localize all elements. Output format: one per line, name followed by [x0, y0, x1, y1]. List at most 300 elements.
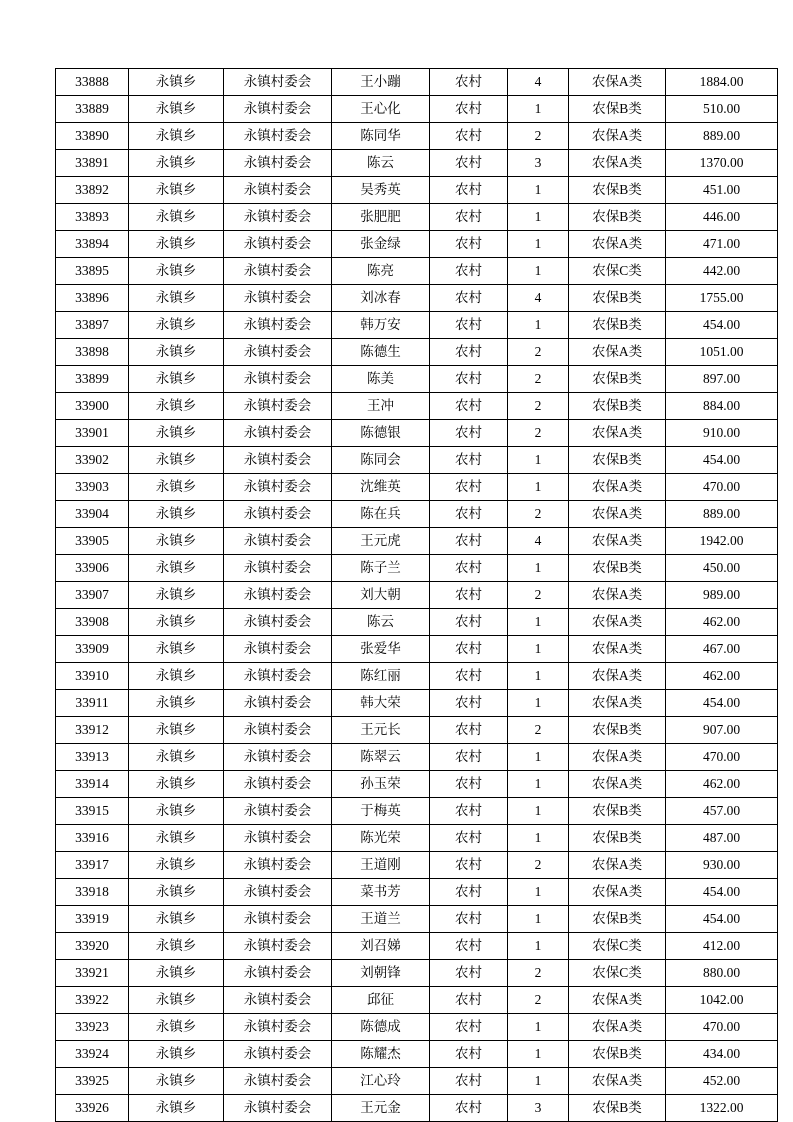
cell-name: 于梅英 — [332, 798, 430, 825]
cell-count: 3 — [508, 150, 569, 177]
cell-household-type: 农村 — [430, 528, 508, 555]
cell-amount: 889.00 — [666, 123, 778, 150]
cell-town: 永镇乡 — [129, 393, 224, 420]
cell-id: 33924 — [56, 1041, 129, 1068]
cell-amount: 1042.00 — [666, 987, 778, 1014]
cell-household-type: 农村 — [430, 1095, 508, 1122]
cell-village: 永镇村委会 — [224, 258, 332, 285]
cell-town: 永镇乡 — [129, 960, 224, 987]
cell-count: 1 — [508, 1068, 569, 1095]
cell-id: 33904 — [56, 501, 129, 528]
cell-category: 农保A类 — [569, 1014, 666, 1041]
cell-category: 农保B类 — [569, 96, 666, 123]
cell-id: 33912 — [56, 717, 129, 744]
cell-count: 1 — [508, 204, 569, 231]
table-row — [56, 960, 778, 987]
cell-id: 33893 — [56, 204, 129, 231]
cell-town: 永镇乡 — [129, 582, 224, 609]
table-row — [56, 1014, 778, 1041]
cell-count: 1 — [508, 555, 569, 582]
table-row — [56, 582, 778, 609]
cell-household-type: 农村 — [430, 798, 508, 825]
cell-count: 1 — [508, 231, 569, 258]
cell-id: 33917 — [56, 852, 129, 879]
cell-count: 2 — [508, 501, 569, 528]
cell-name: 孙玉荣 — [332, 771, 430, 798]
table-row — [56, 987, 778, 1014]
cell-town: 永镇乡 — [129, 312, 224, 339]
cell-name: 王心化 — [332, 96, 430, 123]
cell-village: 永镇村委会 — [224, 771, 332, 798]
cell-household-type: 农村 — [430, 1041, 508, 1068]
cell-id: 33891 — [56, 150, 129, 177]
cell-household-type: 农村 — [430, 744, 508, 771]
table-body — [56, 69, 778, 1122]
cell-amount: 446.00 — [666, 204, 778, 231]
cell-name: 陈德银 — [332, 420, 430, 447]
cell-category: 农保A类 — [569, 69, 666, 96]
cell-category: 农保B类 — [569, 393, 666, 420]
cell-name: 张肥肥 — [332, 204, 430, 231]
table-row — [56, 717, 778, 744]
cell-id: 33896 — [56, 285, 129, 312]
cell-village: 永镇村委会 — [224, 339, 332, 366]
cell-category: 农保B类 — [569, 825, 666, 852]
cell-household-type: 农村 — [430, 285, 508, 312]
cell-household-type: 农村 — [430, 825, 508, 852]
cell-id: 33908 — [56, 609, 129, 636]
cell-village: 永镇村委会 — [224, 420, 332, 447]
cell-category: 农保A类 — [569, 528, 666, 555]
cell-name: 刘冰春 — [332, 285, 430, 312]
cell-village: 永镇村委会 — [224, 744, 332, 771]
cell-amount: 487.00 — [666, 825, 778, 852]
cell-village: 永镇村委会 — [224, 852, 332, 879]
cell-id: 33914 — [56, 771, 129, 798]
cell-name: 陈光荣 — [332, 825, 430, 852]
table-row — [56, 69, 778, 96]
cell-count: 1 — [508, 798, 569, 825]
cell-amount: 434.00 — [666, 1041, 778, 1068]
cell-amount: 454.00 — [666, 879, 778, 906]
cell-household-type: 农村 — [430, 1014, 508, 1041]
cell-category: 农保A类 — [569, 339, 666, 366]
cell-amount: 897.00 — [666, 366, 778, 393]
cell-id: 33920 — [56, 933, 129, 960]
cell-amount: 907.00 — [666, 717, 778, 744]
cell-category: 农保A类 — [569, 663, 666, 690]
cell-household-type: 农村 — [430, 636, 508, 663]
cell-amount: 450.00 — [666, 555, 778, 582]
cell-household-type: 农村 — [430, 393, 508, 420]
cell-village: 永镇村委会 — [224, 717, 332, 744]
cell-village: 永镇村委会 — [224, 1068, 332, 1095]
cell-town: 永镇乡 — [129, 528, 224, 555]
cell-town: 永镇乡 — [129, 285, 224, 312]
cell-household-type: 农村 — [430, 420, 508, 447]
cell-name: 韩大荣 — [332, 690, 430, 717]
cell-household-type: 农村 — [430, 852, 508, 879]
cell-name: 刘大朝 — [332, 582, 430, 609]
cell-amount: 454.00 — [666, 690, 778, 717]
cell-amount: 412.00 — [666, 933, 778, 960]
cell-name: 王元长 — [332, 717, 430, 744]
cell-amount: 930.00 — [666, 852, 778, 879]
cell-count: 1 — [508, 609, 569, 636]
cell-household-type: 农村 — [430, 447, 508, 474]
cell-id: 33918 — [56, 879, 129, 906]
cell-id: 33888 — [56, 69, 129, 96]
cell-household-type: 农村 — [430, 96, 508, 123]
cell-household-type: 农村 — [430, 609, 508, 636]
cell-category: 农保A类 — [569, 231, 666, 258]
cell-amount: 1370.00 — [666, 150, 778, 177]
cell-name: 邱征 — [332, 987, 430, 1014]
cell-count: 2 — [508, 123, 569, 150]
cell-town: 永镇乡 — [129, 744, 224, 771]
cell-household-type: 农村 — [430, 717, 508, 744]
cell-name: 王道刚 — [332, 852, 430, 879]
cell-household-type: 农村 — [430, 960, 508, 987]
cell-name: 吴秀英 — [332, 177, 430, 204]
table-row — [56, 501, 778, 528]
cell-amount: 462.00 — [666, 609, 778, 636]
cell-category: 农保B类 — [569, 906, 666, 933]
cell-town: 永镇乡 — [129, 1068, 224, 1095]
cell-village: 永镇村委会 — [224, 663, 332, 690]
cell-count: 1 — [508, 744, 569, 771]
cell-village: 永镇村委会 — [224, 474, 332, 501]
cell-id: 33906 — [56, 555, 129, 582]
cell-id: 33919 — [56, 906, 129, 933]
cell-category: 农保A类 — [569, 1068, 666, 1095]
cell-count: 2 — [508, 987, 569, 1014]
cell-village: 永镇村委会 — [224, 906, 332, 933]
cell-town: 永镇乡 — [129, 123, 224, 150]
cell-household-type: 农村 — [430, 312, 508, 339]
cell-id: 33922 — [56, 987, 129, 1014]
cell-village: 永镇村委会 — [224, 150, 332, 177]
table-row — [56, 123, 778, 150]
cell-town: 永镇乡 — [129, 1095, 224, 1122]
table-row — [56, 879, 778, 906]
cell-name: 陈德生 — [332, 339, 430, 366]
cell-count: 2 — [508, 366, 569, 393]
cell-name: 韩万安 — [332, 312, 430, 339]
cell-name: 王元虎 — [332, 528, 430, 555]
cell-id: 33889 — [56, 96, 129, 123]
cell-village: 永镇村委会 — [224, 582, 332, 609]
cell-town: 永镇乡 — [129, 636, 224, 663]
table-row — [56, 474, 778, 501]
cell-category: 农保A类 — [569, 609, 666, 636]
cell-town: 永镇乡 — [129, 447, 224, 474]
cell-village: 永镇村委会 — [224, 204, 332, 231]
cell-category: 农保B类 — [569, 285, 666, 312]
cell-town: 永镇乡 — [129, 204, 224, 231]
cell-name: 刘召娣 — [332, 933, 430, 960]
cell-amount: 462.00 — [666, 663, 778, 690]
cell-count: 1 — [508, 312, 569, 339]
cell-town: 永镇乡 — [129, 1041, 224, 1068]
cell-amount: 1051.00 — [666, 339, 778, 366]
cell-village: 永镇村委会 — [224, 879, 332, 906]
cell-village: 永镇村委会 — [224, 69, 332, 96]
cell-name: 王小蹦 — [332, 69, 430, 96]
cell-id: 33905 — [56, 528, 129, 555]
cell-town: 永镇乡 — [129, 339, 224, 366]
cell-count: 2 — [508, 582, 569, 609]
cell-town: 永镇乡 — [129, 69, 224, 96]
cell-count: 4 — [508, 528, 569, 555]
cell-household-type: 农村 — [430, 474, 508, 501]
cell-category: 农保A类 — [569, 744, 666, 771]
cell-amount: 889.00 — [666, 501, 778, 528]
table-row — [56, 447, 778, 474]
cell-id: 33907 — [56, 582, 129, 609]
cell-amount: 471.00 — [666, 231, 778, 258]
cell-village: 永镇村委会 — [224, 636, 332, 663]
cell-category: 农保B类 — [569, 204, 666, 231]
table-row — [56, 285, 778, 312]
cell-village: 永镇村委会 — [224, 177, 332, 204]
cell-count: 4 — [508, 285, 569, 312]
table-row — [56, 366, 778, 393]
table-row — [56, 825, 778, 852]
cell-amount: 1884.00 — [666, 69, 778, 96]
cell-amount: 470.00 — [666, 474, 778, 501]
cell-amount: 454.00 — [666, 906, 778, 933]
cell-amount: 510.00 — [666, 96, 778, 123]
cell-name: 沈维英 — [332, 474, 430, 501]
cell-category: 农保B类 — [569, 1095, 666, 1122]
table-row — [56, 1068, 778, 1095]
cell-count: 1 — [508, 690, 569, 717]
cell-village: 永镇村委会 — [224, 555, 332, 582]
cell-id: 33890 — [56, 123, 129, 150]
cell-name: 陈亮 — [332, 258, 430, 285]
cell-village: 永镇村委会 — [224, 798, 332, 825]
cell-count: 1 — [508, 879, 569, 906]
cell-name: 菜书芳 — [332, 879, 430, 906]
cell-amount: 452.00 — [666, 1068, 778, 1095]
cell-id: 33921 — [56, 960, 129, 987]
cell-count: 1 — [508, 177, 569, 204]
cell-village: 永镇村委会 — [224, 960, 332, 987]
cell-id: 33911 — [56, 690, 129, 717]
cell-count: 1 — [508, 474, 569, 501]
table-row — [56, 312, 778, 339]
cell-amount: 1322.00 — [666, 1095, 778, 1122]
table-row — [56, 690, 778, 717]
cell-household-type: 农村 — [430, 582, 508, 609]
cell-household-type: 农村 — [430, 258, 508, 285]
cell-town: 永镇乡 — [129, 987, 224, 1014]
cell-village: 永镇村委会 — [224, 96, 332, 123]
cell-id: 33901 — [56, 420, 129, 447]
cell-count: 1 — [508, 1014, 569, 1041]
cell-household-type: 农村 — [430, 1068, 508, 1095]
cell-town: 永镇乡 — [129, 717, 224, 744]
table-row — [56, 663, 778, 690]
cell-amount: 880.00 — [666, 960, 778, 987]
cell-name: 王冲 — [332, 393, 430, 420]
cell-name: 陈子兰 — [332, 555, 430, 582]
cell-count: 2 — [508, 717, 569, 744]
cell-amount: 910.00 — [666, 420, 778, 447]
cell-name: 王道兰 — [332, 906, 430, 933]
cell-count: 1 — [508, 1041, 569, 1068]
table-row — [56, 798, 778, 825]
cell-household-type: 农村 — [430, 69, 508, 96]
table-row — [56, 906, 778, 933]
cell-category: 农保A类 — [569, 771, 666, 798]
cell-id: 33895 — [56, 258, 129, 285]
cell-village: 永镇村委会 — [224, 285, 332, 312]
cell-id: 33915 — [56, 798, 129, 825]
table-row — [56, 420, 778, 447]
cell-town: 永镇乡 — [129, 933, 224, 960]
cell-town: 永镇乡 — [129, 690, 224, 717]
cell-category: 农保B类 — [569, 366, 666, 393]
cell-town: 永镇乡 — [129, 825, 224, 852]
cell-id: 33925 — [56, 1068, 129, 1095]
table-row — [56, 96, 778, 123]
cell-household-type: 农村 — [430, 933, 508, 960]
cell-name: 陈在兵 — [332, 501, 430, 528]
cell-amount: 1942.00 — [666, 528, 778, 555]
table-row — [56, 150, 778, 177]
cell-count: 1 — [508, 447, 569, 474]
cell-name: 江心玲 — [332, 1068, 430, 1095]
cell-name: 张爱华 — [332, 636, 430, 663]
cell-id: 33916 — [56, 825, 129, 852]
cell-amount: 989.00 — [666, 582, 778, 609]
cell-household-type: 农村 — [430, 663, 508, 690]
table-row — [56, 231, 778, 258]
table-row — [56, 339, 778, 366]
cell-town: 永镇乡 — [129, 1014, 224, 1041]
cell-category: 农保B类 — [569, 717, 666, 744]
cell-household-type: 农村 — [430, 123, 508, 150]
cell-amount: 470.00 — [666, 744, 778, 771]
cell-household-type: 农村 — [430, 366, 508, 393]
cell-category: 农保A类 — [569, 474, 666, 501]
table-row — [56, 852, 778, 879]
cell-count: 1 — [508, 825, 569, 852]
cell-household-type: 农村 — [430, 690, 508, 717]
cell-category: 农保C类 — [569, 258, 666, 285]
table-row — [56, 744, 778, 771]
cell-name: 陈德成 — [332, 1014, 430, 1041]
cell-name: 陈美 — [332, 366, 430, 393]
cell-household-type: 农村 — [430, 906, 508, 933]
table-row — [56, 204, 778, 231]
cell-category: 农保A类 — [569, 636, 666, 663]
cell-category: 农保B类 — [569, 447, 666, 474]
table-row — [56, 555, 778, 582]
cell-town: 永镇乡 — [129, 798, 224, 825]
cell-name: 刘朝锋 — [332, 960, 430, 987]
cell-category: 农保B类 — [569, 555, 666, 582]
cell-village: 永镇村委会 — [224, 312, 332, 339]
cell-household-type: 农村 — [430, 150, 508, 177]
table-row — [56, 1095, 778, 1122]
cell-count: 2 — [508, 960, 569, 987]
cell-category: 农保A类 — [569, 150, 666, 177]
cell-village: 永镇村委会 — [224, 825, 332, 852]
cell-amount: 454.00 — [666, 447, 778, 474]
cell-household-type: 农村 — [430, 771, 508, 798]
cell-household-type: 农村 — [430, 987, 508, 1014]
table-row — [56, 636, 778, 663]
cell-village: 永镇村委会 — [224, 609, 332, 636]
cell-category: 农保A类 — [569, 879, 666, 906]
cell-household-type: 农村 — [430, 204, 508, 231]
cell-town: 永镇乡 — [129, 879, 224, 906]
cell-category: 农保A类 — [569, 987, 666, 1014]
cell-town: 永镇乡 — [129, 852, 224, 879]
cell-id: 33913 — [56, 744, 129, 771]
cell-id: 33900 — [56, 393, 129, 420]
cell-village: 永镇村委会 — [224, 987, 332, 1014]
cell-count: 2 — [508, 393, 569, 420]
cell-id: 33910 — [56, 663, 129, 690]
cell-count: 1 — [508, 663, 569, 690]
cell-village: 永镇村委会 — [224, 366, 332, 393]
cell-village: 永镇村委会 — [224, 447, 332, 474]
cell-village: 永镇村委会 — [224, 690, 332, 717]
cell-town: 永镇乡 — [129, 231, 224, 258]
cell-amount: 470.00 — [666, 1014, 778, 1041]
cell-village: 永镇村委会 — [224, 123, 332, 150]
cell-name: 陈同会 — [332, 447, 430, 474]
cell-name: 陈翠云 — [332, 744, 430, 771]
cell-id: 33923 — [56, 1014, 129, 1041]
cell-id: 33899 — [56, 366, 129, 393]
cell-count: 1 — [508, 906, 569, 933]
cell-amount: 454.00 — [666, 312, 778, 339]
cell-id: 33926 — [56, 1095, 129, 1122]
table-row — [56, 609, 778, 636]
cell-count: 3 — [508, 1095, 569, 1122]
cell-amount: 451.00 — [666, 177, 778, 204]
cell-id: 33892 — [56, 177, 129, 204]
cell-count: 1 — [508, 933, 569, 960]
cell-amount: 467.00 — [666, 636, 778, 663]
cell-village: 永镇村委会 — [224, 1041, 332, 1068]
cell-town: 永镇乡 — [129, 501, 224, 528]
cell-village: 永镇村委会 — [224, 1014, 332, 1041]
cell-town: 永镇乡 — [129, 96, 224, 123]
cell-category: 农保A类 — [569, 852, 666, 879]
cell-category: 农保A类 — [569, 690, 666, 717]
cell-amount: 1755.00 — [666, 285, 778, 312]
cell-count: 1 — [508, 636, 569, 663]
subsidy-table — [55, 68, 778, 1122]
cell-category: 农保C类 — [569, 933, 666, 960]
cell-id: 33909 — [56, 636, 129, 663]
cell-village: 永镇村委会 — [224, 231, 332, 258]
cell-village: 永镇村委会 — [224, 501, 332, 528]
cell-category: 农保A类 — [569, 123, 666, 150]
cell-id: 33898 — [56, 339, 129, 366]
cell-household-type: 农村 — [430, 555, 508, 582]
cell-town: 永镇乡 — [129, 177, 224, 204]
table-row — [56, 177, 778, 204]
cell-town: 永镇乡 — [129, 609, 224, 636]
cell-id: 33897 — [56, 312, 129, 339]
